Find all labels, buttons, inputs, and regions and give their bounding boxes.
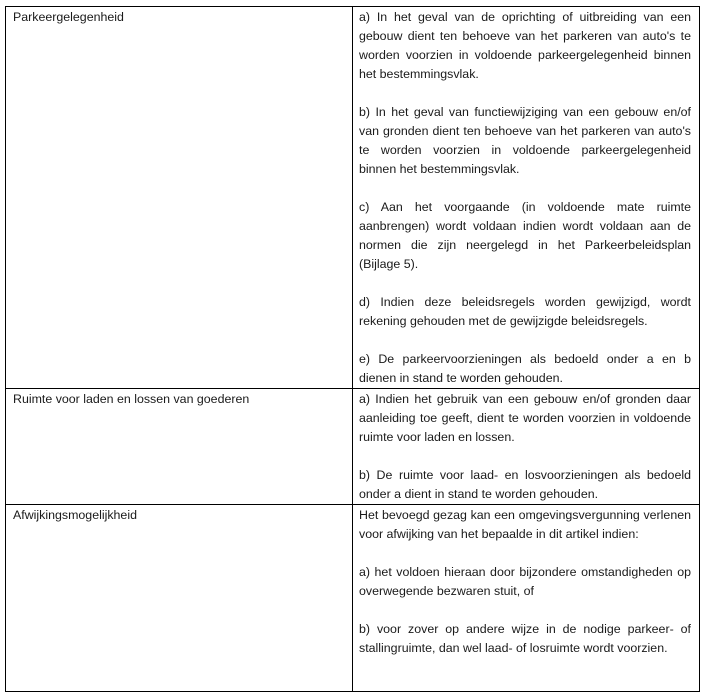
paragraph: a) Indien het gebruik van een gebouw en/of gronden daar aanleiding toe geeft, dient te worden voorzien in voldoende ruimte voor laden en lossen.	[359, 392, 691, 444]
paragraph: e) De parkeervoorzieningen als bedoeld onder a en b dienen in stand te worden gehouden.	[359, 352, 691, 385]
row-content	[353, 505, 700, 692]
table-row	[6, 7, 700, 389]
row-content	[353, 7, 700, 389]
row-label: Parkeergelegenheid	[6, 7, 353, 389]
paragraph: b) voor zover op andere wijze in de nodige parkeer- of stallingruimte, dan wel laad- of losruimte wordt voorzien.	[359, 622, 691, 655]
row-content	[353, 389, 700, 505]
rules-table	[5, 6, 700, 692]
paragraph: d) Indien deze beleidsregels worden gewijzigd, wordt rekening gehouden met de gewijzigde beleidsregels.	[359, 295, 691, 328]
paragraph: b) De ruimte voor laad- en losvoorzieningen als bedoeld onder a dient in stand te worden gehouden.	[359, 468, 691, 501]
row-label: Afwijkingsmogelijkheid	[6, 505, 353, 692]
paragraph: a) In het geval van de oprichting of uitbreiding van een gebouw dient ten behoeve van het parkeren van auto's te worden voorzien in voldoende parkeergelegenheid binnen het bestemmingsvlak.	[359, 10, 691, 81]
paragraph: b) In het geval van functiewijziging van een gebouw en/of van gronden dient ten behoeve van het parkeren van auto's te worden voorzien in voldoende parkeergelegenheid binnen het bestemmingsvlak.	[359, 105, 691, 176]
row-label: Ruimte voor laden en lossen van goederen	[6, 389, 353, 505]
table-row	[6, 505, 700, 692]
paragraph: c) Aan het voorgaande (in voldoende mate ruimte aanbrengen) wordt voldaan indien wordt voldaan aan de normen die zijn neergelegd in het Parkeerbeleidsplan (Bijlage 5).	[359, 200, 691, 271]
table-row	[6, 389, 700, 505]
paragraph: a) het voldoen hieraan door bijzondere omstandigheden op overwegende bezwaren stuit, of	[359, 565, 691, 598]
paragraph: Het bevoegd gezag kan een omgevingsvergunning verlenen voor afwijking van het bepaalde in dit artikel indien:	[359, 508, 691, 541]
